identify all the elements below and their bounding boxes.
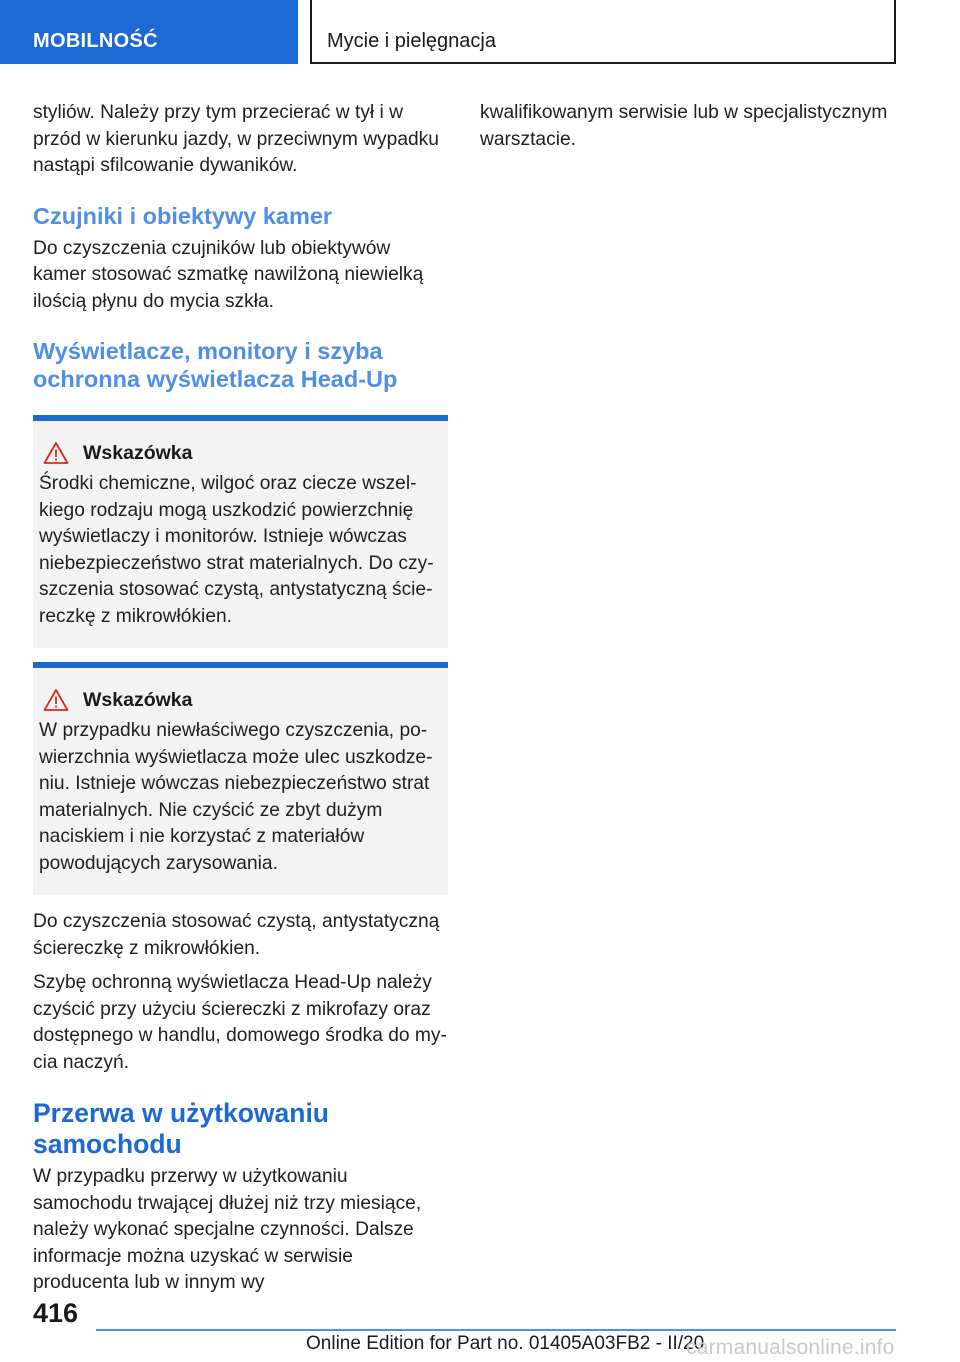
displays-paragraph-2: Szybę ochronną wyświetlacza Head-Up należy czyścić przy użyciu ściereczki z mikrofazy oraz dostępnego w handlu, domowego środka do mycia naczyń.	[33, 972, 447, 1073]
continuation-paragraph: kwalifikowanym serwisie lub w specjalistycznym warsztacie.	[480, 102, 888, 150]
warning-text: Środki chemiczne, wilgoć oraz ciecze wszelkiego rodzaju mogą uszkodzić powierzchnię wyświetlaczy i monitorów. Istnieje wówczas niebezpieczeństwo strat materialnych. Do czyszczenia stosować czystą, antystatyczną ściereczkę z mikrowłókien.	[39, 473, 434, 627]
warning-title: Wskazówka	[83, 441, 193, 464]
right-column	[480, 100, 900, 161]
break-paragraph: W przypadku przerwy w użytkowaniu samochodu trwającej dłużej niż trzy miesiące, należy wykonać specjalne czynności. Dalsze informacje można uzyskać w serwisie producenta lub w innym wy	[33, 1166, 422, 1293]
displays-heading: Wyświetlacze, monitory i szyba ochronna wyświetlacza Head-Up	[33, 338, 398, 392]
watermark: carmanualsonline.info	[686, 1336, 895, 1359]
footer-edition: Online Edition for Part no. 01405A03FB2 - II/20	[306, 1333, 705, 1354]
warning-box	[33, 662, 448, 895]
footer-rule	[96, 1329, 896, 1331]
intro-paragraph: styliów. Należy przy tym przecierać w tył i w przód w kierunku jazdy, w przeciwnym wypadku nastąpi sfilcowanie dywaników.	[33, 102, 439, 176]
header-chapter-title: Mycie i pielęgnacja	[310, 0, 896, 64]
warning-box	[33, 415, 448, 648]
warning-triangle-icon	[43, 441, 69, 465]
displays-paragraph-1: Do czyszczenia stosować czystą, antystatyczną ściereczkę z mikrowłókien.	[33, 911, 440, 959]
warning-triangle-icon	[43, 688, 69, 712]
sensors-paragraph: Do czyszczenia czujników lub obiektywów kamer stosować szmatkę nawilżoną niewielką ilością płynu do mycia szkła.	[33, 237, 424, 312]
warning-text: W przypadku niewłaściwego czyszczenia, powierzchnia wyświetlacza może ulec uszkodzeniu. Istnieje wówczas niebezpieczeństwo strat materialnych. Nie czyścić ze zbyt dużym naciskiem i nie korzystać z materiałów powodujących zarysowania.	[39, 720, 433, 874]
page-number: 416	[33, 1298, 79, 1328]
left-column	[33, 100, 448, 1305]
sensors-heading: Czujniki i obiektywy kamer	[33, 202, 333, 229]
break-heading: Przerwa w użytkowaniu samochodu	[33, 1098, 329, 1159]
warning-title: Wskazówka	[83, 688, 193, 711]
header-section-label: MOBILNOŚĆ	[0, 0, 298, 64]
